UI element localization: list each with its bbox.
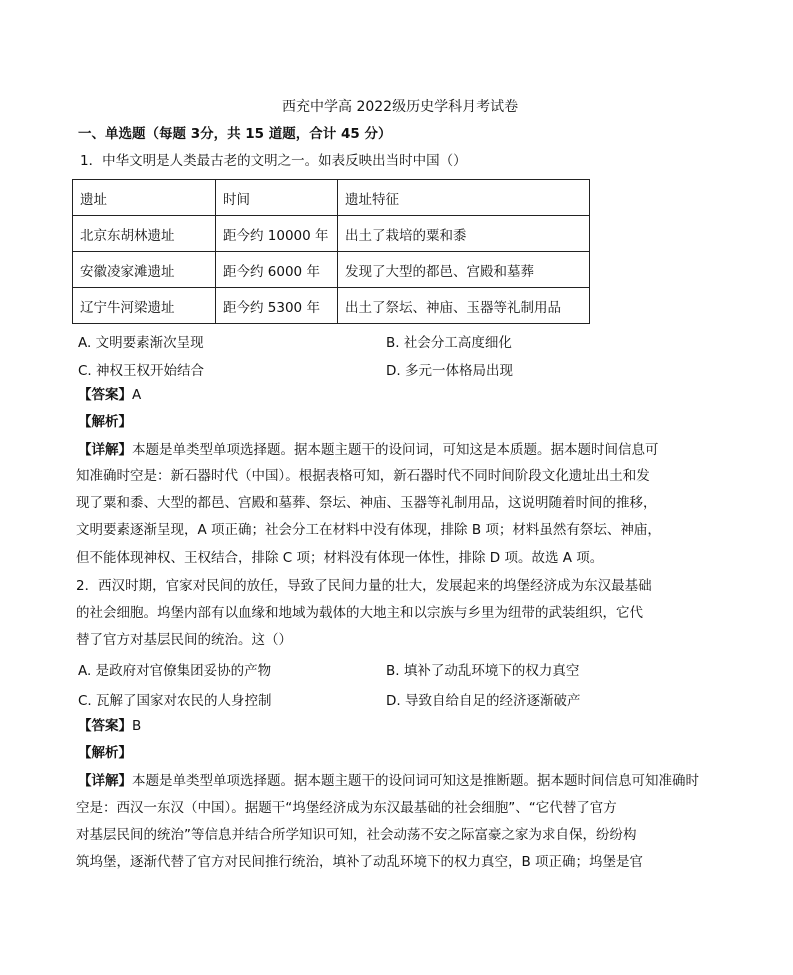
table-cell: 北京东胡林遗址 (73, 216, 216, 252)
analysis-label: 【解析】 (78, 745, 132, 761)
option-c: C. 神权王权开始结合 (78, 363, 205, 379)
detail-line: 对基层民间的统治”等信息并结合所学知识可知，社会动荡不安之际富豪之家为求自保，纷纷构 (76, 827, 637, 843)
doc-title: 西充中学高 2022级历史学科月考试卷 (282, 99, 519, 115)
table-cell: 距今约 6000 年 (216, 252, 338, 288)
detail-line (78, 441, 659, 460)
answer-line (78, 717, 141, 736)
table-cell: 出土了祭坛、神庙、玉器等礼制用品 (338, 288, 590, 324)
table-header-cell: 遗址 (73, 180, 216, 216)
question-2-stem: 的社会细胞。坞堡内部有以血缘和地域为载体的大地主和以宗族与乡里为纽带的武装组织，它代 (76, 605, 643, 621)
detail-line: 空是：西汉一东汉（中国）。据题干“坞堡经济成为东汉最基础的社会细胞”、“它代替了官方 (76, 800, 617, 816)
detail-line: 但不能体现神权、王权结合，排除 C 项；材料没有体现一体性，排除 D 项。故选 A 项。 (76, 550, 604, 566)
question-2-stem: 替了官方对基层民间的统治。这（） (76, 632, 292, 648)
detail-text: 本题是单类型单项选择题。据本题主题干的设问词，可知这是本质题。据本题时间信息可 (132, 442, 659, 458)
table-cell: 发现了大型的都邑、宫殿和墓葬 (338, 252, 590, 288)
detail-label: 【详解】 (78, 773, 132, 789)
table-cell: 距今约 5300 年 (216, 288, 338, 324)
detail-text: 本题是单类型单项选择题。据本题主题干的设问词可知这是推断题。据本题时间信息可知准确时 (132, 773, 699, 789)
detail-line: 文明要素逐渐呈现，A 项正确；社会分工在材料中没有体现，排除 B 项；材料虽然有祭坛、神庙， (76, 522, 661, 538)
option-a: A. 是政府对官僚集团妥协的产物 (78, 663, 272, 679)
table-row (73, 288, 590, 324)
answer-label: 【答案】 (78, 387, 132, 403)
option-a: A. 文明要素渐次呈现 (78, 335, 204, 351)
answer-value: B (132, 718, 142, 734)
table-cell: 安徽凌家滩遗址 (73, 252, 216, 288)
option-d: D. 导致自给自足的经济逐渐破产 (386, 693, 581, 709)
option-b: B. 填补了动乱环境下的权力真空 (386, 663, 580, 679)
table-row (73, 252, 590, 288)
analysis-label: 【解析】 (78, 414, 132, 430)
answer-label: 【答案】 (78, 718, 132, 734)
table-cell: 距今约 10000 年 (216, 216, 338, 252)
table-row (73, 216, 590, 252)
detail-label: 【详解】 (78, 442, 132, 458)
detail-line: 筑坞堡，逐渐代替了官方对民间推行统治，填补了动乱环境下的权力真空，B 项正确；坞堡是官 (76, 854, 644, 870)
option-b: B. 社会分工高度细化 (386, 335, 512, 351)
table-header-cell: 遗址特征 (338, 180, 590, 216)
detail-line: 知准确时空是：新石器时代（中国）。根据表格可知，新石器时代不同时间阶段文化遗址出土和发 (76, 468, 650, 484)
question-2-stem: 2．西汉时期，官家对民间的放任，导致了民间力量的壮大，发展起来的坞堡经济成为东汉最基础 (76, 578, 652, 594)
section-heading: 一、单选题（每题 3分，共 15 道题，合计 45 分） (78, 126, 392, 142)
table-cell: 出土了栽培的粟和黍 (338, 216, 590, 252)
question-1-stem: 1．中华文明是人类最古老的文明之一。如表反映出当时中国（） (80, 153, 467, 169)
sites-table (72, 179, 590, 324)
table-header-cell: 时间 (216, 180, 338, 216)
table-cell: 辽宁牛河梁遗址 (73, 288, 216, 324)
detail-line (78, 772, 699, 791)
answer-line (78, 386, 141, 405)
table-header-row (73, 180, 590, 216)
answer-value: A (132, 387, 142, 403)
option-c: C. 瓦解了国家对农民的人身控制 (78, 693, 272, 709)
option-d: D. 多元一体格局出现 (386, 363, 513, 379)
detail-line: 现了粟和黍、大型的都邑、宫殿和墓葬、祭坛、神庙、玉器等礼制用品，这说明随着时间的推移， (76, 495, 657, 511)
